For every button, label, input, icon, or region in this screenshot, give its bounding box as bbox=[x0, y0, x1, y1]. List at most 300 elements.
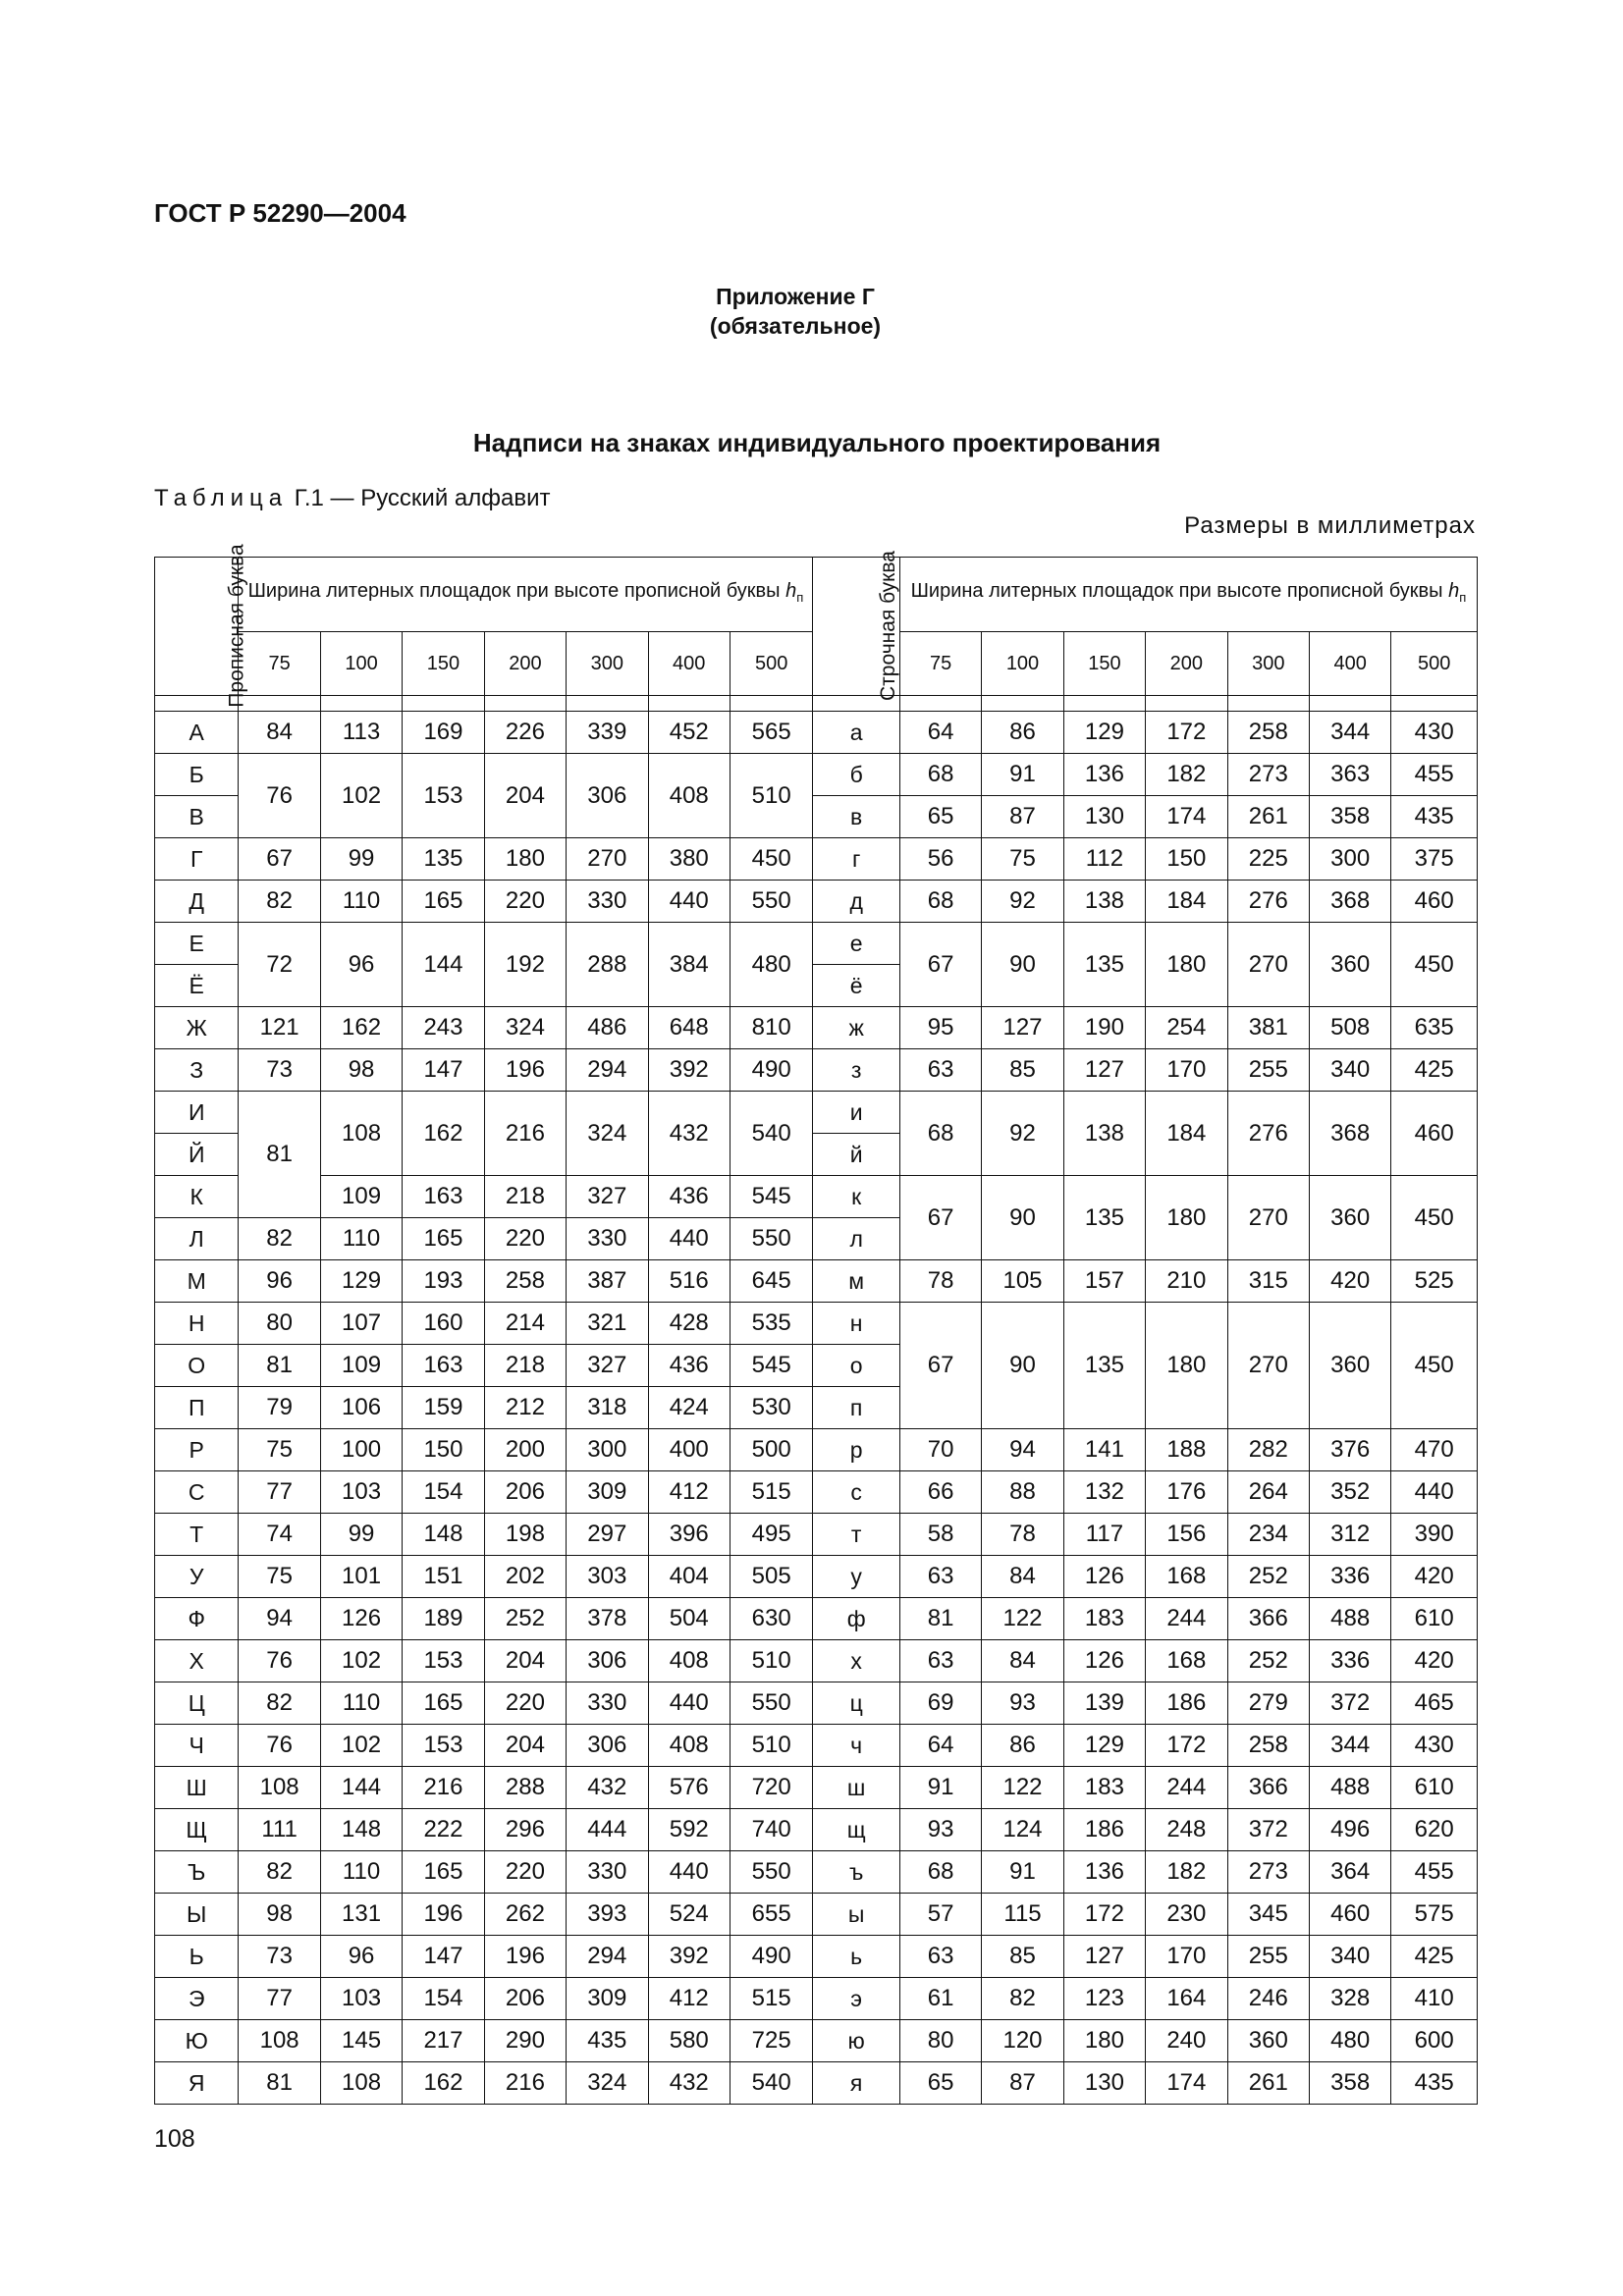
value-cell: 276 bbox=[1227, 881, 1309, 923]
value-cell: 645 bbox=[730, 1260, 812, 1303]
value-cell: 163 bbox=[403, 1176, 484, 1218]
value-cell: 87 bbox=[982, 796, 1063, 838]
value-cell: 222 bbox=[403, 1809, 484, 1851]
value-cell: 216 bbox=[484, 1092, 566, 1176]
spacer-cell bbox=[899, 696, 981, 712]
value-cell: 810 bbox=[730, 1007, 812, 1049]
spacer-cell bbox=[239, 696, 320, 712]
table-row bbox=[155, 1809, 1478, 1851]
value-cell: 94 bbox=[239, 1598, 320, 1640]
table-row bbox=[155, 1429, 1478, 1471]
table-row bbox=[155, 1936, 1478, 1978]
height-variable: h bbox=[785, 580, 797, 602]
value-cell: 124 bbox=[982, 1809, 1063, 1851]
value-cell: 162 bbox=[403, 2062, 484, 2105]
value-cell: 121 bbox=[239, 1007, 320, 1049]
table-caption bbox=[154, 485, 551, 512]
value-cell: 135 bbox=[403, 838, 484, 881]
value-cell: 620 bbox=[1391, 1809, 1478, 1851]
table-row bbox=[155, 754, 1478, 796]
units-note: Размеры в миллиметрах bbox=[1184, 512, 1476, 539]
value-cell: 324 bbox=[567, 2062, 648, 2105]
table-caption-text: Г.1 — Русский алфавит bbox=[288, 485, 551, 511]
value-cell: 82 bbox=[239, 1682, 320, 1725]
value-cell: 79 bbox=[239, 1387, 320, 1429]
value-cell: 412 bbox=[648, 1978, 730, 2020]
upper-letter: Ю bbox=[155, 2020, 239, 2062]
value-cell: 725 bbox=[730, 2020, 812, 2062]
value-cell: 206 bbox=[484, 1471, 566, 1514]
value-cell: 111 bbox=[239, 1809, 320, 1851]
value-cell: 336 bbox=[1309, 1640, 1390, 1682]
lower-letter: ш bbox=[813, 1767, 899, 1809]
value-cell: 408 bbox=[648, 1725, 730, 1767]
value-cell: 108 bbox=[320, 1092, 402, 1176]
value-cell: 68 bbox=[899, 881, 981, 923]
value-cell: 165 bbox=[403, 1851, 484, 1894]
value-cell: 248 bbox=[1146, 1809, 1227, 1851]
upper-letter-header bbox=[155, 544, 248, 708]
value-cell: 107 bbox=[320, 1303, 402, 1345]
lower-letter: ц bbox=[813, 1682, 899, 1725]
value-cell: 428 bbox=[648, 1303, 730, 1345]
spacer-cell bbox=[730, 696, 812, 712]
value-cell: 66 bbox=[899, 1471, 981, 1514]
value-cell: 488 bbox=[1309, 1767, 1390, 1809]
value-cell: 545 bbox=[730, 1176, 812, 1218]
value-cell: 218 bbox=[484, 1345, 566, 1387]
value-cell: 720 bbox=[730, 1767, 812, 1809]
lower-letter: р bbox=[813, 1429, 899, 1471]
value-cell: 600 bbox=[1391, 2020, 1478, 2062]
value-cell: 444 bbox=[567, 1809, 648, 1851]
value-cell: 168 bbox=[1146, 1556, 1227, 1598]
value-cell: 524 bbox=[648, 1894, 730, 1936]
value-cell: 525 bbox=[1391, 1260, 1478, 1303]
value-cell: 68 bbox=[899, 754, 981, 796]
value-cell: 321 bbox=[567, 1303, 648, 1345]
height-variable: h bbox=[1448, 580, 1460, 602]
value-cell: 363 bbox=[1309, 754, 1390, 796]
value-cell: 230 bbox=[1146, 1894, 1227, 1936]
upper-letter: О bbox=[155, 1345, 239, 1387]
value-cell: 110 bbox=[320, 1851, 402, 1894]
value-cell: 252 bbox=[1227, 1556, 1309, 1598]
value-cell: 273 bbox=[1227, 1851, 1309, 1894]
upper-letter: Ы bbox=[155, 1894, 239, 1936]
value-cell: 63 bbox=[899, 1640, 981, 1682]
upper-letter: В bbox=[155, 796, 239, 838]
value-cell: 78 bbox=[899, 1260, 981, 1303]
height-header: 200 bbox=[1146, 632, 1227, 696]
value-cell: 220 bbox=[484, 1218, 566, 1260]
value-cell: 565 bbox=[730, 712, 812, 754]
value-cell: 508 bbox=[1309, 1007, 1390, 1049]
value-cell: 98 bbox=[320, 1049, 402, 1092]
value-cell: 193 bbox=[403, 1260, 484, 1303]
value-cell: 86 bbox=[982, 712, 1063, 754]
value-cell: 368 bbox=[1309, 1092, 1390, 1176]
value-cell: 400 bbox=[648, 1429, 730, 1471]
value-cell: 381 bbox=[1227, 1007, 1309, 1049]
lower-letter: к bbox=[813, 1176, 899, 1218]
value-cell: 180 bbox=[1146, 1303, 1227, 1429]
value-cell: 109 bbox=[320, 1345, 402, 1387]
value-cell: 136 bbox=[1063, 1851, 1145, 1894]
lower-letter: ж bbox=[813, 1007, 899, 1049]
value-cell: 90 bbox=[982, 923, 1063, 1007]
value-cell: 65 bbox=[899, 796, 981, 838]
value-cell: 635 bbox=[1391, 1007, 1478, 1049]
lower-letter: ъ bbox=[813, 1851, 899, 1894]
table-row bbox=[155, 1176, 1478, 1218]
value-cell: 393 bbox=[567, 1894, 648, 1936]
value-cell: 95 bbox=[899, 1007, 981, 1049]
value-cell: 112 bbox=[1063, 838, 1145, 881]
value-cell: 76 bbox=[239, 1725, 320, 1767]
value-cell: 82 bbox=[239, 1851, 320, 1894]
table-row bbox=[155, 1725, 1478, 1767]
value-cell: 192 bbox=[484, 923, 566, 1007]
value-cell: 64 bbox=[899, 1725, 981, 1767]
value-cell: 186 bbox=[1146, 1682, 1227, 1725]
value-cell: 82 bbox=[982, 1978, 1063, 2020]
upper-width-header bbox=[239, 558, 813, 632]
value-cell: 262 bbox=[484, 1894, 566, 1936]
value-cell: 550 bbox=[730, 1851, 812, 1894]
value-cell: 273 bbox=[1227, 754, 1309, 796]
value-cell: 270 bbox=[567, 838, 648, 881]
upper-letter: Ж bbox=[155, 1007, 239, 1049]
value-cell: 75 bbox=[982, 838, 1063, 881]
upper-letter: Й bbox=[155, 1134, 239, 1176]
table-row bbox=[155, 712, 1478, 754]
value-cell: 78 bbox=[982, 1514, 1063, 1556]
value-cell: 92 bbox=[982, 1092, 1063, 1176]
upper-letter: Ш bbox=[155, 1767, 239, 1809]
value-cell: 490 bbox=[730, 1936, 812, 1978]
value-cell: 480 bbox=[1309, 2020, 1390, 2062]
value-cell: 435 bbox=[1391, 2062, 1478, 2105]
value-cell: 67 bbox=[899, 923, 981, 1007]
value-cell: 294 bbox=[567, 1936, 648, 1978]
spacer-cell bbox=[484, 696, 566, 712]
value-cell: 460 bbox=[1391, 881, 1478, 923]
value-cell: 460 bbox=[1309, 1894, 1390, 1936]
value-cell: 86 bbox=[982, 1725, 1063, 1767]
value-cell: 410 bbox=[1391, 1978, 1478, 2020]
value-cell: 81 bbox=[239, 2062, 320, 2105]
value-cell: 70 bbox=[899, 1429, 981, 1471]
value-cell: 184 bbox=[1146, 1092, 1227, 1176]
value-cell: 264 bbox=[1227, 1471, 1309, 1514]
lower-letter-header bbox=[813, 551, 900, 701]
upper-letter: Э bbox=[155, 1978, 239, 2020]
value-cell: 648 bbox=[648, 1007, 730, 1049]
value-cell: 306 bbox=[567, 1725, 648, 1767]
value-cell: 176 bbox=[1146, 1471, 1227, 1514]
value-cell: 324 bbox=[484, 1007, 566, 1049]
upper-letter: Ч bbox=[155, 1725, 239, 1767]
value-cell: 196 bbox=[484, 1936, 566, 1978]
value-cell: 63 bbox=[899, 1049, 981, 1092]
value-cell: 84 bbox=[982, 1556, 1063, 1598]
value-cell: 430 bbox=[1391, 1725, 1478, 1767]
value-cell: 170 bbox=[1146, 1936, 1227, 1978]
value-cell: 183 bbox=[1063, 1598, 1145, 1640]
value-cell: 390 bbox=[1391, 1514, 1478, 1556]
value-cell: 206 bbox=[484, 1978, 566, 2020]
value-cell: 290 bbox=[484, 2020, 566, 2062]
value-cell: 120 bbox=[982, 2020, 1063, 2062]
height-variable-subscript: п bbox=[796, 590, 804, 605]
upper-letter: Щ bbox=[155, 1809, 239, 1851]
value-cell: 392 bbox=[648, 1936, 730, 1978]
value-cell: 67 bbox=[899, 1303, 981, 1429]
lower-letter: з bbox=[813, 1049, 899, 1092]
value-cell: 218 bbox=[484, 1176, 566, 1218]
table-row bbox=[155, 1978, 1478, 2020]
value-cell: 57 bbox=[899, 1894, 981, 1936]
value-cell: 420 bbox=[1309, 1260, 1390, 1303]
table-row bbox=[155, 1682, 1478, 1725]
value-cell: 93 bbox=[899, 1809, 981, 1851]
value-cell: 165 bbox=[403, 1682, 484, 1725]
value-cell: 73 bbox=[239, 1049, 320, 1092]
value-cell: 510 bbox=[730, 1725, 812, 1767]
value-cell: 288 bbox=[484, 1767, 566, 1809]
lower-letter: щ bbox=[813, 1809, 899, 1851]
upper-letter: М bbox=[155, 1260, 239, 1303]
height-header: 100 bbox=[320, 632, 402, 696]
value-cell: 129 bbox=[320, 1260, 402, 1303]
value-cell: 276 bbox=[1227, 1092, 1309, 1176]
value-cell: 324 bbox=[567, 1092, 648, 1176]
value-cell: 127 bbox=[1063, 1049, 1145, 1092]
value-cell: 84 bbox=[982, 1640, 1063, 1682]
value-cell: 210 bbox=[1146, 1260, 1227, 1303]
value-cell: 182 bbox=[1146, 1851, 1227, 1894]
lower-letter: т bbox=[813, 1514, 899, 1556]
value-cell: 103 bbox=[320, 1978, 402, 2020]
value-cell: 450 bbox=[1391, 1303, 1478, 1429]
value-cell: 76 bbox=[239, 1640, 320, 1682]
height-header: 150 bbox=[1063, 632, 1145, 696]
value-cell: 592 bbox=[648, 1809, 730, 1851]
value-cell: 220 bbox=[484, 1682, 566, 1725]
value-cell: 294 bbox=[567, 1049, 648, 1092]
table-caption-word: Таблица bbox=[154, 485, 289, 511]
table-row bbox=[155, 1514, 1478, 1556]
value-cell: 375 bbox=[1391, 838, 1478, 881]
value-cell: 196 bbox=[484, 1049, 566, 1092]
value-cell: 73 bbox=[239, 1936, 320, 1978]
value-cell: 420 bbox=[1391, 1640, 1478, 1682]
value-cell: 108 bbox=[239, 1767, 320, 1809]
height-header: 300 bbox=[567, 632, 648, 696]
lower-letter: с bbox=[813, 1471, 899, 1514]
value-cell: 77 bbox=[239, 1978, 320, 2020]
value-cell: 188 bbox=[1146, 1429, 1227, 1471]
value-cell: 154 bbox=[403, 1978, 484, 2020]
value-cell: 364 bbox=[1309, 1851, 1390, 1894]
upper-letter: Т bbox=[155, 1514, 239, 1556]
table-row bbox=[155, 1894, 1478, 1936]
value-cell: 515 bbox=[730, 1978, 812, 2020]
lower-letter: м bbox=[813, 1260, 899, 1303]
value-cell: 68 bbox=[899, 1851, 981, 1894]
value-cell: 108 bbox=[320, 2062, 402, 2105]
value-cell: 306 bbox=[567, 754, 648, 838]
height-header: 75 bbox=[239, 632, 320, 696]
value-cell: 126 bbox=[1063, 1640, 1145, 1682]
value-cell: 165 bbox=[403, 881, 484, 923]
value-cell: 300 bbox=[1309, 838, 1390, 881]
upper-letter: И bbox=[155, 1092, 239, 1134]
value-cell: 258 bbox=[1227, 712, 1309, 754]
value-cell: 450 bbox=[1391, 923, 1478, 1007]
value-cell: 340 bbox=[1309, 1049, 1390, 1092]
value-cell: 145 bbox=[320, 2020, 402, 2062]
value-cell: 328 bbox=[1309, 1978, 1390, 2020]
height-header: 100 bbox=[982, 632, 1063, 696]
value-cell: 297 bbox=[567, 1514, 648, 1556]
value-cell: 82 bbox=[239, 1218, 320, 1260]
lower-letter: е bbox=[813, 923, 899, 965]
value-cell: 330 bbox=[567, 1851, 648, 1894]
value-cell: 68 bbox=[899, 1092, 981, 1176]
value-cell: 58 bbox=[899, 1514, 981, 1556]
value-cell: 306 bbox=[567, 1640, 648, 1682]
value-cell: 93 bbox=[982, 1682, 1063, 1725]
value-cell: 655 bbox=[730, 1894, 812, 1936]
value-cell: 384 bbox=[648, 923, 730, 1007]
value-cell: 424 bbox=[648, 1387, 730, 1429]
value-cell: 436 bbox=[648, 1345, 730, 1387]
value-cell: 151 bbox=[403, 1556, 484, 1598]
value-cell: 432 bbox=[648, 2062, 730, 2105]
value-cell: 505 bbox=[730, 1556, 812, 1598]
value-cell: 122 bbox=[982, 1767, 1063, 1809]
upper-letter: Ф bbox=[155, 1598, 239, 1640]
value-cell: 408 bbox=[648, 1640, 730, 1682]
table-row bbox=[155, 2062, 1478, 2105]
lower-letter-header-label: Строчная буква bbox=[877, 551, 900, 701]
value-cell: 246 bbox=[1227, 1978, 1309, 2020]
value-cell: 94 bbox=[982, 1429, 1063, 1471]
value-cell: 101 bbox=[320, 1556, 402, 1598]
value-cell: 455 bbox=[1391, 1851, 1478, 1894]
value-cell: 500 bbox=[730, 1429, 812, 1471]
value-cell: 303 bbox=[567, 1556, 648, 1598]
value-cell: 496 bbox=[1309, 1809, 1390, 1851]
value-cell: 103 bbox=[320, 1471, 402, 1514]
value-cell: 435 bbox=[567, 2020, 648, 2062]
value-cell: 432 bbox=[567, 1767, 648, 1809]
value-cell: 244 bbox=[1146, 1598, 1227, 1640]
value-cell: 90 bbox=[982, 1176, 1063, 1260]
value-cell: 312 bbox=[1309, 1514, 1390, 1556]
lower-letter: в bbox=[813, 796, 899, 838]
lower-letter: н bbox=[813, 1303, 899, 1345]
value-cell: 72 bbox=[239, 923, 320, 1007]
upper-letter: Ь bbox=[155, 1936, 239, 1978]
value-cell: 138 bbox=[1063, 1092, 1145, 1176]
lower-width-header bbox=[899, 558, 1477, 632]
page-number: 108 bbox=[154, 2125, 195, 2153]
value-cell: 165 bbox=[403, 1218, 484, 1260]
table-body bbox=[155, 696, 1478, 2105]
lower-letter: л bbox=[813, 1218, 899, 1260]
value-cell: 358 bbox=[1309, 2062, 1390, 2105]
value-cell: 110 bbox=[320, 1682, 402, 1725]
value-cell: 279 bbox=[1227, 1682, 1309, 1725]
value-cell: 455 bbox=[1391, 754, 1478, 796]
value-cell: 162 bbox=[403, 1092, 484, 1176]
value-cell: 110 bbox=[320, 881, 402, 923]
value-cell: 412 bbox=[648, 1471, 730, 1514]
value-cell: 510 bbox=[730, 754, 812, 838]
value-cell: 88 bbox=[982, 1471, 1063, 1514]
value-cell: 425 bbox=[1391, 1049, 1478, 1092]
value-cell: 490 bbox=[730, 1049, 812, 1092]
value-cell: 216 bbox=[403, 1767, 484, 1809]
value-cell: 67 bbox=[239, 838, 320, 881]
value-cell: 282 bbox=[1227, 1429, 1309, 1471]
upper-letter: Ъ bbox=[155, 1851, 239, 1894]
value-cell: 436 bbox=[648, 1176, 730, 1218]
lower-letter: ь bbox=[813, 1936, 899, 1978]
value-cell: 358 bbox=[1309, 796, 1390, 838]
value-cell: 330 bbox=[567, 1682, 648, 1725]
value-cell: 99 bbox=[320, 1514, 402, 1556]
value-cell: 220 bbox=[484, 881, 566, 923]
value-cell: 352 bbox=[1309, 1471, 1390, 1514]
document-code: ГОСТ Р 52290—2004 bbox=[154, 198, 406, 228]
table-row bbox=[155, 1767, 1478, 1809]
value-cell: 330 bbox=[567, 1218, 648, 1260]
value-cell: 182 bbox=[1146, 754, 1227, 796]
value-cell: 440 bbox=[648, 1682, 730, 1725]
value-cell: 288 bbox=[567, 923, 648, 1007]
value-cell: 480 bbox=[730, 923, 812, 1007]
value-cell: 258 bbox=[1227, 1725, 1309, 1767]
value-cell: 340 bbox=[1309, 1936, 1390, 1978]
value-cell: 172 bbox=[1146, 1725, 1227, 1767]
value-cell: 91 bbox=[982, 1851, 1063, 1894]
width-header-text: Ширина литерных площадок при высоте прописной буквы bbox=[910, 580, 1443, 602]
value-cell: 435 bbox=[1391, 796, 1478, 838]
value-cell: 106 bbox=[320, 1387, 402, 1429]
value-cell: 100 bbox=[320, 1429, 402, 1471]
lower-letter: и bbox=[813, 1092, 899, 1134]
value-cell: 153 bbox=[403, 1640, 484, 1682]
value-cell: 258 bbox=[484, 1260, 566, 1303]
value-cell: 550 bbox=[730, 1682, 812, 1725]
value-cell: 81 bbox=[239, 1092, 320, 1218]
upper-letter: П bbox=[155, 1387, 239, 1429]
upper-letter: Б bbox=[155, 754, 239, 796]
value-cell: 170 bbox=[1146, 1049, 1227, 1092]
value-cell: 580 bbox=[648, 2020, 730, 2062]
height-header: 400 bbox=[1309, 632, 1390, 696]
value-cell: 148 bbox=[403, 1514, 484, 1556]
spacer-cell bbox=[1227, 696, 1309, 712]
height-variable-subscript: п bbox=[1459, 590, 1467, 605]
value-cell: 372 bbox=[1309, 1682, 1390, 1725]
upper-letter: А bbox=[155, 712, 239, 754]
upper-letter: Г bbox=[155, 838, 239, 881]
